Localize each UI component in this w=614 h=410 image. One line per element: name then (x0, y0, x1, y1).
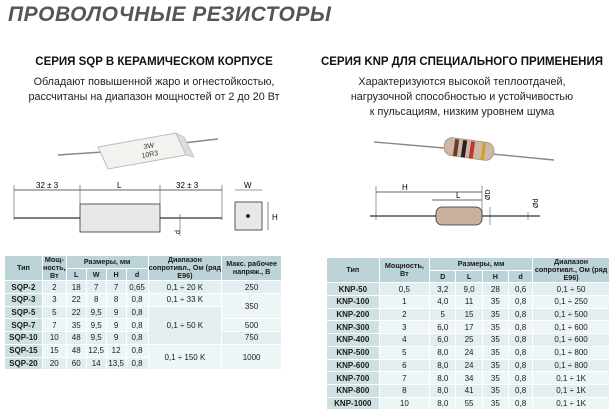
knp-resistor-photo (374, 128, 554, 172)
sqp-cell-power: 10 (42, 332, 66, 345)
knp-cell-L: 41 (456, 384, 482, 397)
table-row (327, 346, 610, 359)
knp-cell-L: 24 (456, 359, 482, 372)
knp-cell-power: 4 (379, 334, 429, 347)
sqp-cell-voltage: 500 (222, 319, 282, 332)
sqp-section (4, 56, 304, 105)
table-row (327, 296, 610, 309)
sqp-cell-H: 9 (106, 332, 126, 345)
sqp-cell-L: 35 (66, 319, 86, 332)
knp-cell-D: 8,0 (430, 359, 456, 372)
knp-spec-table (326, 257, 610, 410)
sqp-cell-voltage: 1000 (222, 344, 282, 369)
knp-cell-H: 35 (482, 321, 508, 334)
sqp-header-L: L (66, 268, 86, 281)
sqp-cell-d: 0,8 (126, 332, 148, 345)
sqp-body-marking-2: 10R3 (141, 150, 159, 160)
sqp-cell-type: SQP-15 (5, 344, 43, 357)
sqp-dim-W: W (244, 181, 252, 190)
sqp-spec-table (4, 255, 282, 370)
knp-cell-d: 0,8 (509, 359, 533, 372)
sqp-cell-voltage: 750 (222, 332, 282, 345)
knp-cell-D: 8,0 (430, 346, 456, 359)
knp-header-H: H (482, 270, 508, 283)
knp-table-body (327, 283, 610, 410)
knp-cell-L: 25 (456, 334, 482, 347)
knp-cell-H: 35 (482, 397, 508, 410)
knp-section (314, 56, 610, 120)
sqp-dim-H: H (272, 213, 278, 222)
sqp-cell-d: 0,8 (126, 319, 148, 332)
sqp-cell-L: 22 (66, 294, 86, 307)
knp-cell-range: 0,1 ÷ 600 (533, 321, 610, 334)
knp-dim-H: H (402, 183, 408, 192)
knp-cell-range: 0,1 ÷ 600 (533, 334, 610, 347)
knp-cell-L: 24 (456, 346, 482, 359)
sqp-series-title: СЕРИЯ SQP В КЕРАМИЧЕСКОМ КОРПУСЕ (35, 56, 273, 68)
knp-header-power: Мощность, Вт (379, 258, 429, 283)
knp-cell-power: 0,5 (379, 283, 429, 296)
knp-cell-d: 0,8 (509, 321, 533, 334)
table-row (327, 321, 610, 334)
knp-cell-L: 15 (456, 308, 482, 321)
knp-cell-type: KNP-500 (327, 346, 380, 359)
knp-cell-range: 0,1 ÷ 250 (533, 296, 610, 309)
sqp-cell-d: 0,65 (126, 281, 148, 294)
knp-desc-line3: к пульсациям, низким уровнем шума (369, 106, 555, 118)
knp-cell-type: KNP-800 (327, 384, 380, 397)
knp-dim-d: Ød (533, 198, 540, 208)
sqp-cell-W: 12,5 (86, 344, 106, 357)
knp-header-d: d (509, 270, 533, 283)
sqp-header-voltage: Макс. рабочее напряж., В (222, 256, 282, 281)
knp-cell-range: 0,1 ÷ 1K (533, 397, 610, 410)
sqp-cell-range: 0,1 ÷ 50 K (148, 306, 222, 344)
table-row (327, 359, 610, 372)
sqp-dim-lead-left: 32 ± 3 (36, 181, 59, 190)
knp-cell-D: 8,0 (430, 384, 456, 397)
sqp-cell-H: 8 (106, 294, 126, 307)
sqp-cell-power: 20 (42, 357, 66, 370)
sqp-resistor-photo (58, 125, 218, 177)
table-row (327, 283, 610, 296)
sqp-cell-H: 12 (106, 344, 126, 357)
knp-cell-power: 7 (379, 372, 429, 385)
sqp-header-dims: Размеры, мм (66, 256, 148, 269)
knp-cell-range: 0,1 ÷ 800 (533, 346, 610, 359)
sqp-cell-range: 0,1 ÷ 150 K (148, 344, 222, 369)
sqp-cell-d: 0,8 (126, 294, 148, 307)
sqp-cell-d: 0,8 (126, 357, 148, 370)
knp-cell-L: 9,0 (456, 283, 482, 296)
table-row (327, 334, 610, 347)
knp-cell-D: 8,0 (430, 372, 456, 385)
knp-cell-type: KNP-200 (327, 308, 380, 321)
knp-dim-D: ØD (485, 189, 492, 200)
table-row (5, 332, 282, 345)
knp-cell-d: 0,6 (509, 283, 533, 296)
sqp-desc-line1: Обладают повышенной жаро и огнестойкостью, (33, 76, 275, 88)
knp-header-range: Диапазон сопротивл., Ом (ряд E96) (533, 258, 610, 283)
sqp-cell-d: 0,8 (126, 306, 148, 319)
sqp-cell-H: 9 (106, 306, 126, 319)
knp-desc-line2: нагрузочной способностью и устойчивостью (350, 91, 574, 103)
knp-header-dims: Размеры, мм (430, 258, 533, 271)
sqp-cell-W: 9,5 (86, 306, 106, 319)
knp-cell-power: 2 (379, 308, 429, 321)
sqp-cell-type: SQP-3 (5, 294, 43, 307)
knp-cell-L: 55 (456, 397, 482, 410)
knp-cell-power: 10 (379, 397, 429, 410)
knp-cell-H: 35 (482, 334, 508, 347)
knp-cell-power: 8 (379, 384, 429, 397)
knp-cell-D: 4,0 (430, 296, 456, 309)
sqp-header-range: Диапазон сопротивл., Ом (ряд E96) (148, 255, 222, 281)
knp-series-title: СЕРИЯ KNP ДЛЯ СПЕЦИАЛЬНОГО ПРИМЕНЕНИЯ (320, 56, 604, 68)
knp-cell-type: KNP-1000 (327, 397, 380, 410)
sqp-cell-H: 9 (106, 319, 126, 332)
sqp-dim-d: d (175, 230, 182, 234)
sqp-header-H: H (106, 268, 126, 281)
knp-cell-d: 0,8 (509, 372, 533, 385)
sqp-description (4, 75, 304, 105)
sqp-cell-range: 0,1 ÷ 33 K (148, 294, 222, 307)
knp-cell-H: 28 (482, 283, 508, 296)
knp-cell-power: 3 (379, 321, 429, 334)
knp-cell-range: 0,1 ÷ 1K (533, 372, 610, 385)
knp-cell-type: KNP-100 (327, 296, 380, 309)
knp-cell-L: 17 (456, 321, 482, 334)
sqp-cell-power: 5 (42, 306, 66, 319)
knp-cell-range: 0,1 ÷ 500 (533, 308, 610, 321)
knp-cell-D: 6,0 (430, 334, 456, 347)
knp-cell-H: 35 (482, 296, 508, 309)
knp-cell-range: 0,1 ÷ 50 (533, 283, 610, 296)
sqp-desc-line2: рассчитаны на диапазон мощностей от 2 до 20 Вт (28, 91, 280, 103)
knp-cell-type: KNP-50 (327, 283, 380, 296)
knp-dim-L: L (456, 191, 461, 200)
sqp-cell-W: 14 (86, 357, 106, 370)
sqp-header-d: d (126, 268, 148, 281)
sqp-cell-type: SQP-7 (5, 319, 43, 332)
sqp-cell-L: 60 (66, 357, 86, 370)
knp-cell-H: 35 (482, 384, 508, 397)
knp-cell-power: 6 (379, 359, 429, 372)
sqp-cell-W: 7 (86, 281, 106, 294)
knp-header-type: Тип (327, 258, 380, 283)
sqp-cell-power: 7 (42, 319, 66, 332)
table-row (5, 319, 282, 332)
sqp-cell-H: 13,5 (106, 357, 126, 370)
knp-cell-H: 35 (482, 346, 508, 359)
table-row (5, 294, 282, 307)
sqp-cell-L: 48 (66, 332, 86, 345)
sqp-body-marking-1: 3W (143, 142, 155, 151)
knp-desc-line1: Характеризуются высокой теплоотдачей, (358, 76, 566, 88)
sqp-cell-type: SQP-5 (5, 306, 43, 319)
knp-description (314, 75, 610, 120)
sqp-cell-power: 2 (42, 281, 66, 294)
sqp-cell-type: SQP-2 (5, 281, 43, 294)
knp-cell-H: 35 (482, 372, 508, 385)
sqp-cell-power: 15 (42, 344, 66, 357)
sqp-header-type: Тип (5, 256, 43, 281)
knp-cell-range: 0,1 ÷ 800 (533, 359, 610, 372)
sqp-cell-H: 7 (106, 281, 126, 294)
knp-header-D: D (430, 270, 456, 283)
knp-cell-H: 35 (482, 359, 508, 372)
sqp-dim-L: L (117, 181, 122, 190)
sqp-dim-lead-right: 32 ± 3 (176, 181, 199, 190)
knp-cell-H: 35 (482, 308, 508, 321)
knp-cell-L: 11 (456, 296, 482, 309)
sqp-cell-type: SQP-10 (5, 332, 43, 345)
table-row (327, 397, 610, 410)
knp-cell-d: 0,8 (509, 308, 533, 321)
page-title: ПРОВОЛОЧНЫЕ РЕЗИСТОРЫ (8, 3, 332, 26)
sqp-cell-L: 22 (66, 306, 86, 319)
knp-cell-d: 0,8 (509, 397, 533, 410)
sqp-cell-L: 18 (66, 281, 86, 294)
sqp-cell-d: 0,8 (126, 344, 148, 357)
sqp-dimension-drawing (10, 180, 280, 250)
knp-cell-type: KNP-700 (327, 372, 380, 385)
knp-cell-D: 3,2 (430, 283, 456, 296)
knp-cell-L: 34 (456, 372, 482, 385)
knp-cell-d: 0,8 (509, 334, 533, 347)
knp-cell-power: 5 (379, 346, 429, 359)
sqp-header-W: W (86, 268, 106, 281)
knp-cell-d: 0,8 (509, 346, 533, 359)
sqp-cell-range: 0,1 ÷ 20 K (148, 281, 222, 294)
sqp-cell-voltage: 350 (222, 294, 282, 319)
table-row (5, 344, 282, 357)
knp-cell-D: 5 (430, 308, 456, 321)
sqp-cell-W: 8 (86, 294, 106, 307)
knp-cell-range: 0,1 ÷ 1K (533, 384, 610, 397)
knp-cell-D: 6,0 (430, 321, 456, 334)
sqp-cell-type: SQP-20 (5, 357, 43, 370)
knp-cell-d: 0,8 (509, 296, 533, 309)
table-row (5, 281, 282, 294)
sqp-cell-L: 48 (66, 344, 86, 357)
sqp-cell-W: 9,5 (86, 332, 106, 345)
table-row (327, 384, 610, 397)
sqp-cell-W: 9,5 (86, 319, 106, 332)
knp-header-L: L (456, 270, 482, 283)
table-row (327, 308, 610, 321)
knp-cell-type: KNP-300 (327, 321, 380, 334)
knp-cell-D: 8,0 (430, 397, 456, 410)
sqp-cell-power: 3 (42, 294, 66, 307)
knp-cell-d: 0,8 (509, 384, 533, 397)
knp-cell-type: KNP-600 (327, 359, 380, 372)
knp-cell-power: 1 (379, 296, 429, 309)
sqp-cell-voltage: 250 (222, 281, 282, 294)
knp-cell-type: KNP-400 (327, 334, 380, 347)
table-row (327, 372, 610, 385)
knp-dimension-drawing (370, 178, 560, 244)
sqp-header-power: Мощ-ность, Вт (43, 255, 66, 281)
